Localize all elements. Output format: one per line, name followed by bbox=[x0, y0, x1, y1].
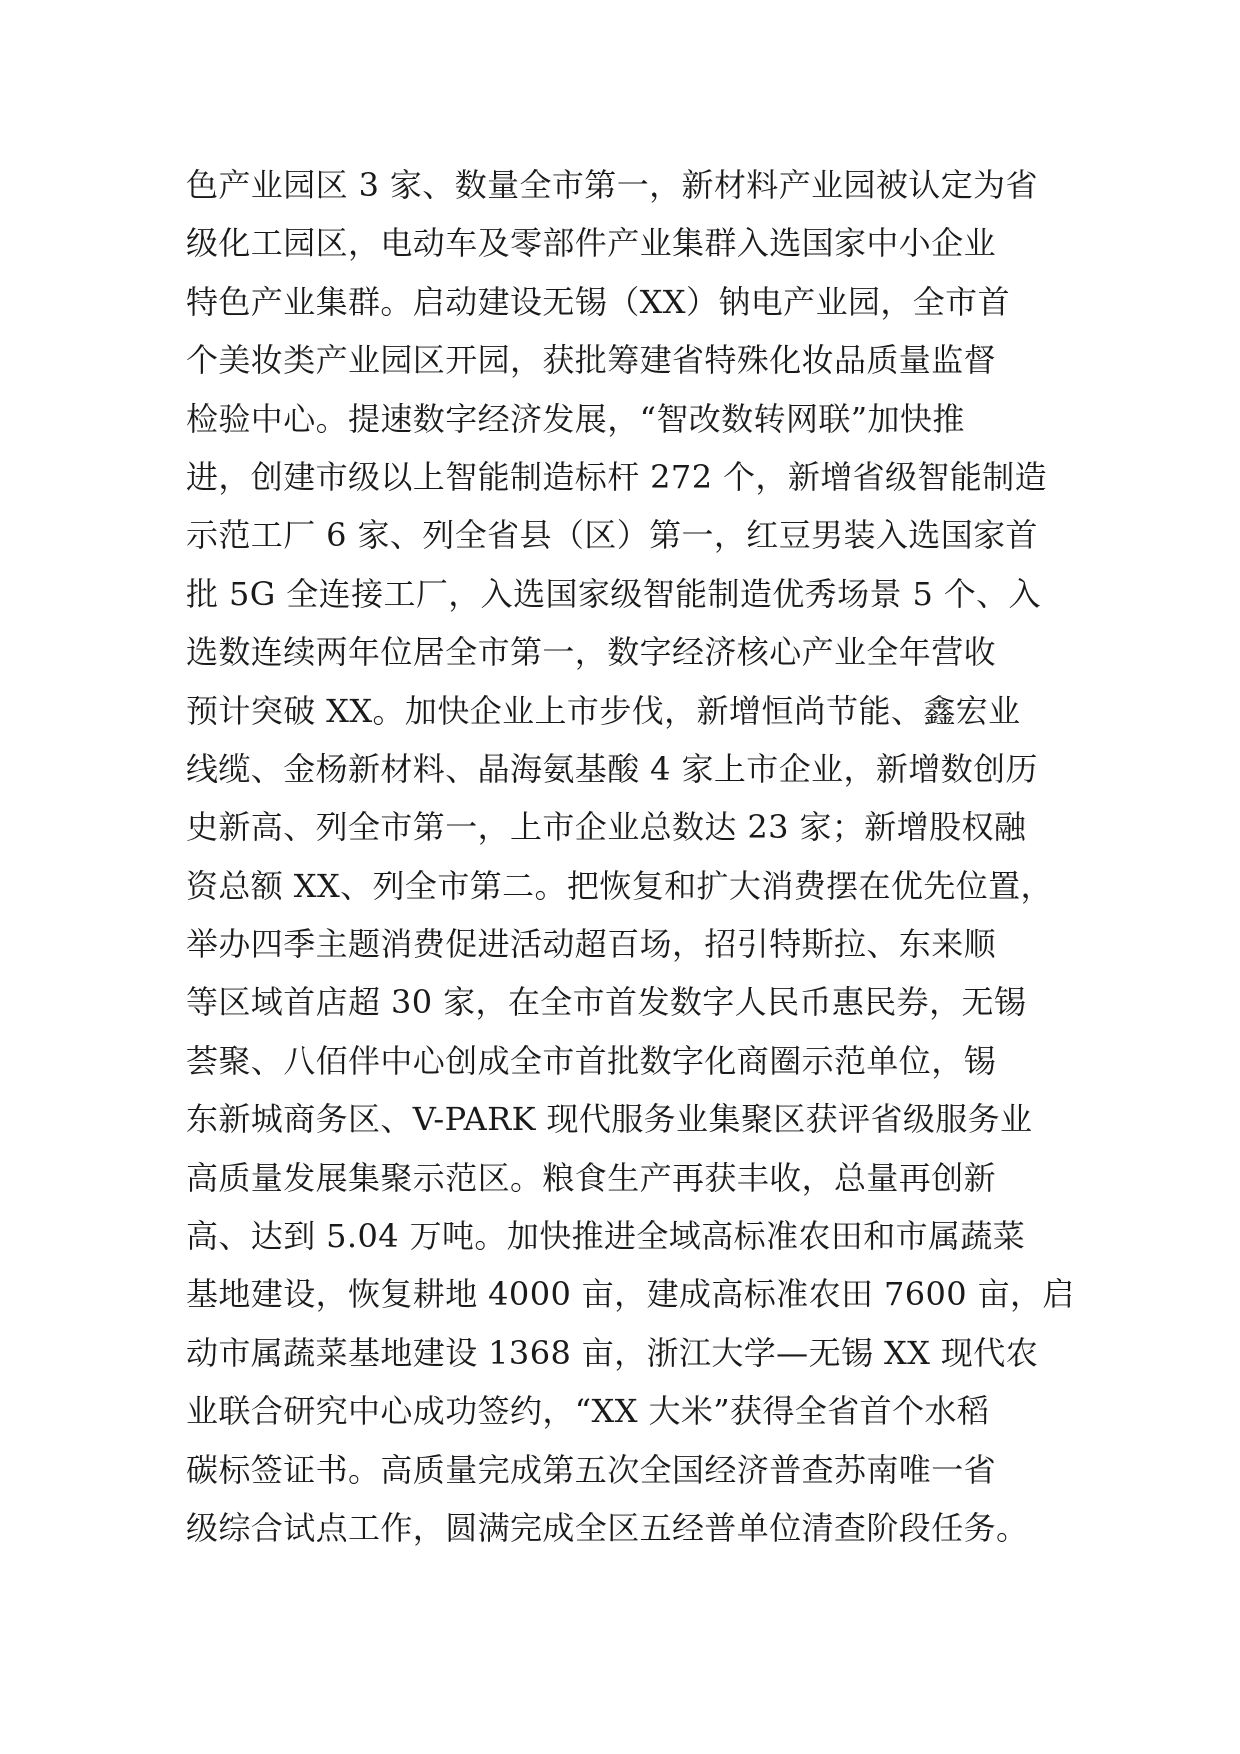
text-line-17: 东新城商务区、V-PARK 现代服务业集聚区获评省级服务业 bbox=[186, 1100, 1033, 1139]
text-line-20: 基地建设，恢复耕地 4000 亩，建成高标准农田 7600 亩，启 bbox=[186, 1275, 1075, 1314]
text-line-18: 高质量发展集聚示范区。粮食生产再获丰收，总量再创新 bbox=[186, 1158, 997, 1197]
text-line-1: 色产业园区 3 家、数量全市第一，新材料产业园被认定为省 bbox=[186, 166, 1038, 204]
text-line-24: 级综合试点工作，圆满完成全区五经普单位清查阶段任务。 bbox=[186, 1508, 1029, 1547]
text-line-7: 示范工厂 6 家、列全省县（区）第一，红豆男装入选国家首 bbox=[186, 516, 1038, 555]
text-line-4: 个美妆类产业园区开园，获批筹建省特殊化妆品质量监督 bbox=[186, 341, 997, 380]
text-line-10: 预计突破 XX。加快企业上市步伐，新增恒尚节能、鑫宏业 bbox=[186, 691, 1021, 730]
body-paragraph bbox=[186, 156, 1126, 1557]
text-line-3: 特色产业集群。启动建设无锡（XX）钠电产业园，全市首 bbox=[186, 282, 1010, 321]
text-line-23: 碳标签证书。高质量完成第五次全国经济普查苏南唯一省 bbox=[186, 1450, 997, 1489]
text-line-8: 批 5G 全连接工厂，入选国家级智能制造优秀场景 5 个、入 bbox=[186, 574, 1041, 613]
text-line-12: 史新高、列全市第一，上市企业总数达 23 家；新增股权融 bbox=[186, 808, 1027, 847]
text-line-16: 荟聚、八佰伴中心创成全市首批数字化商圈示范单位，锡 bbox=[186, 1041, 997, 1080]
text-line-5: 检验中心。提速数字经济发展，“智改数转网联”加快推 bbox=[186, 399, 965, 438]
text-line-13: 资总额 XX、列全市第二。把恢复和扩大消费摆在优先位置， bbox=[186, 866, 1053, 905]
text-line-21: 动市属蔬菜基地建设 1368 亩，浙江大学—无锡 XX 现代农 bbox=[186, 1333, 1039, 1372]
text-line-9: 选数连续两年位居全市第一，数字经济核心产业全年营收 bbox=[186, 633, 997, 672]
text-line-6: 进，创建市级以上智能制造标杆 272 个，新增省级智能制造 bbox=[186, 457, 1048, 496]
text-line-19: 高、达到 5.04 万吨。加快推进全域高标准农田和市属蔬菜 bbox=[186, 1217, 1026, 1256]
text-line-11: 线缆、金杨新材料、晶海氨基酸 4 家上市企业，新增数创历 bbox=[186, 749, 1038, 788]
text-line-2: 级化工园区，电动车及零部件产业集群入选国家中小企业 bbox=[186, 224, 997, 263]
text-line-15: 等区域首店超 30 家，在全市首发数字人民币惠民券，无锡 bbox=[186, 983, 1027, 1022]
text-line-22: 业联合研究中心成功签约，“XX 大米”获得全省首个水稻 bbox=[186, 1392, 990, 1431]
text-line-14: 举办四季主题消费促进活动超百场，招引特斯拉、东来顺 bbox=[186, 925, 997, 964]
